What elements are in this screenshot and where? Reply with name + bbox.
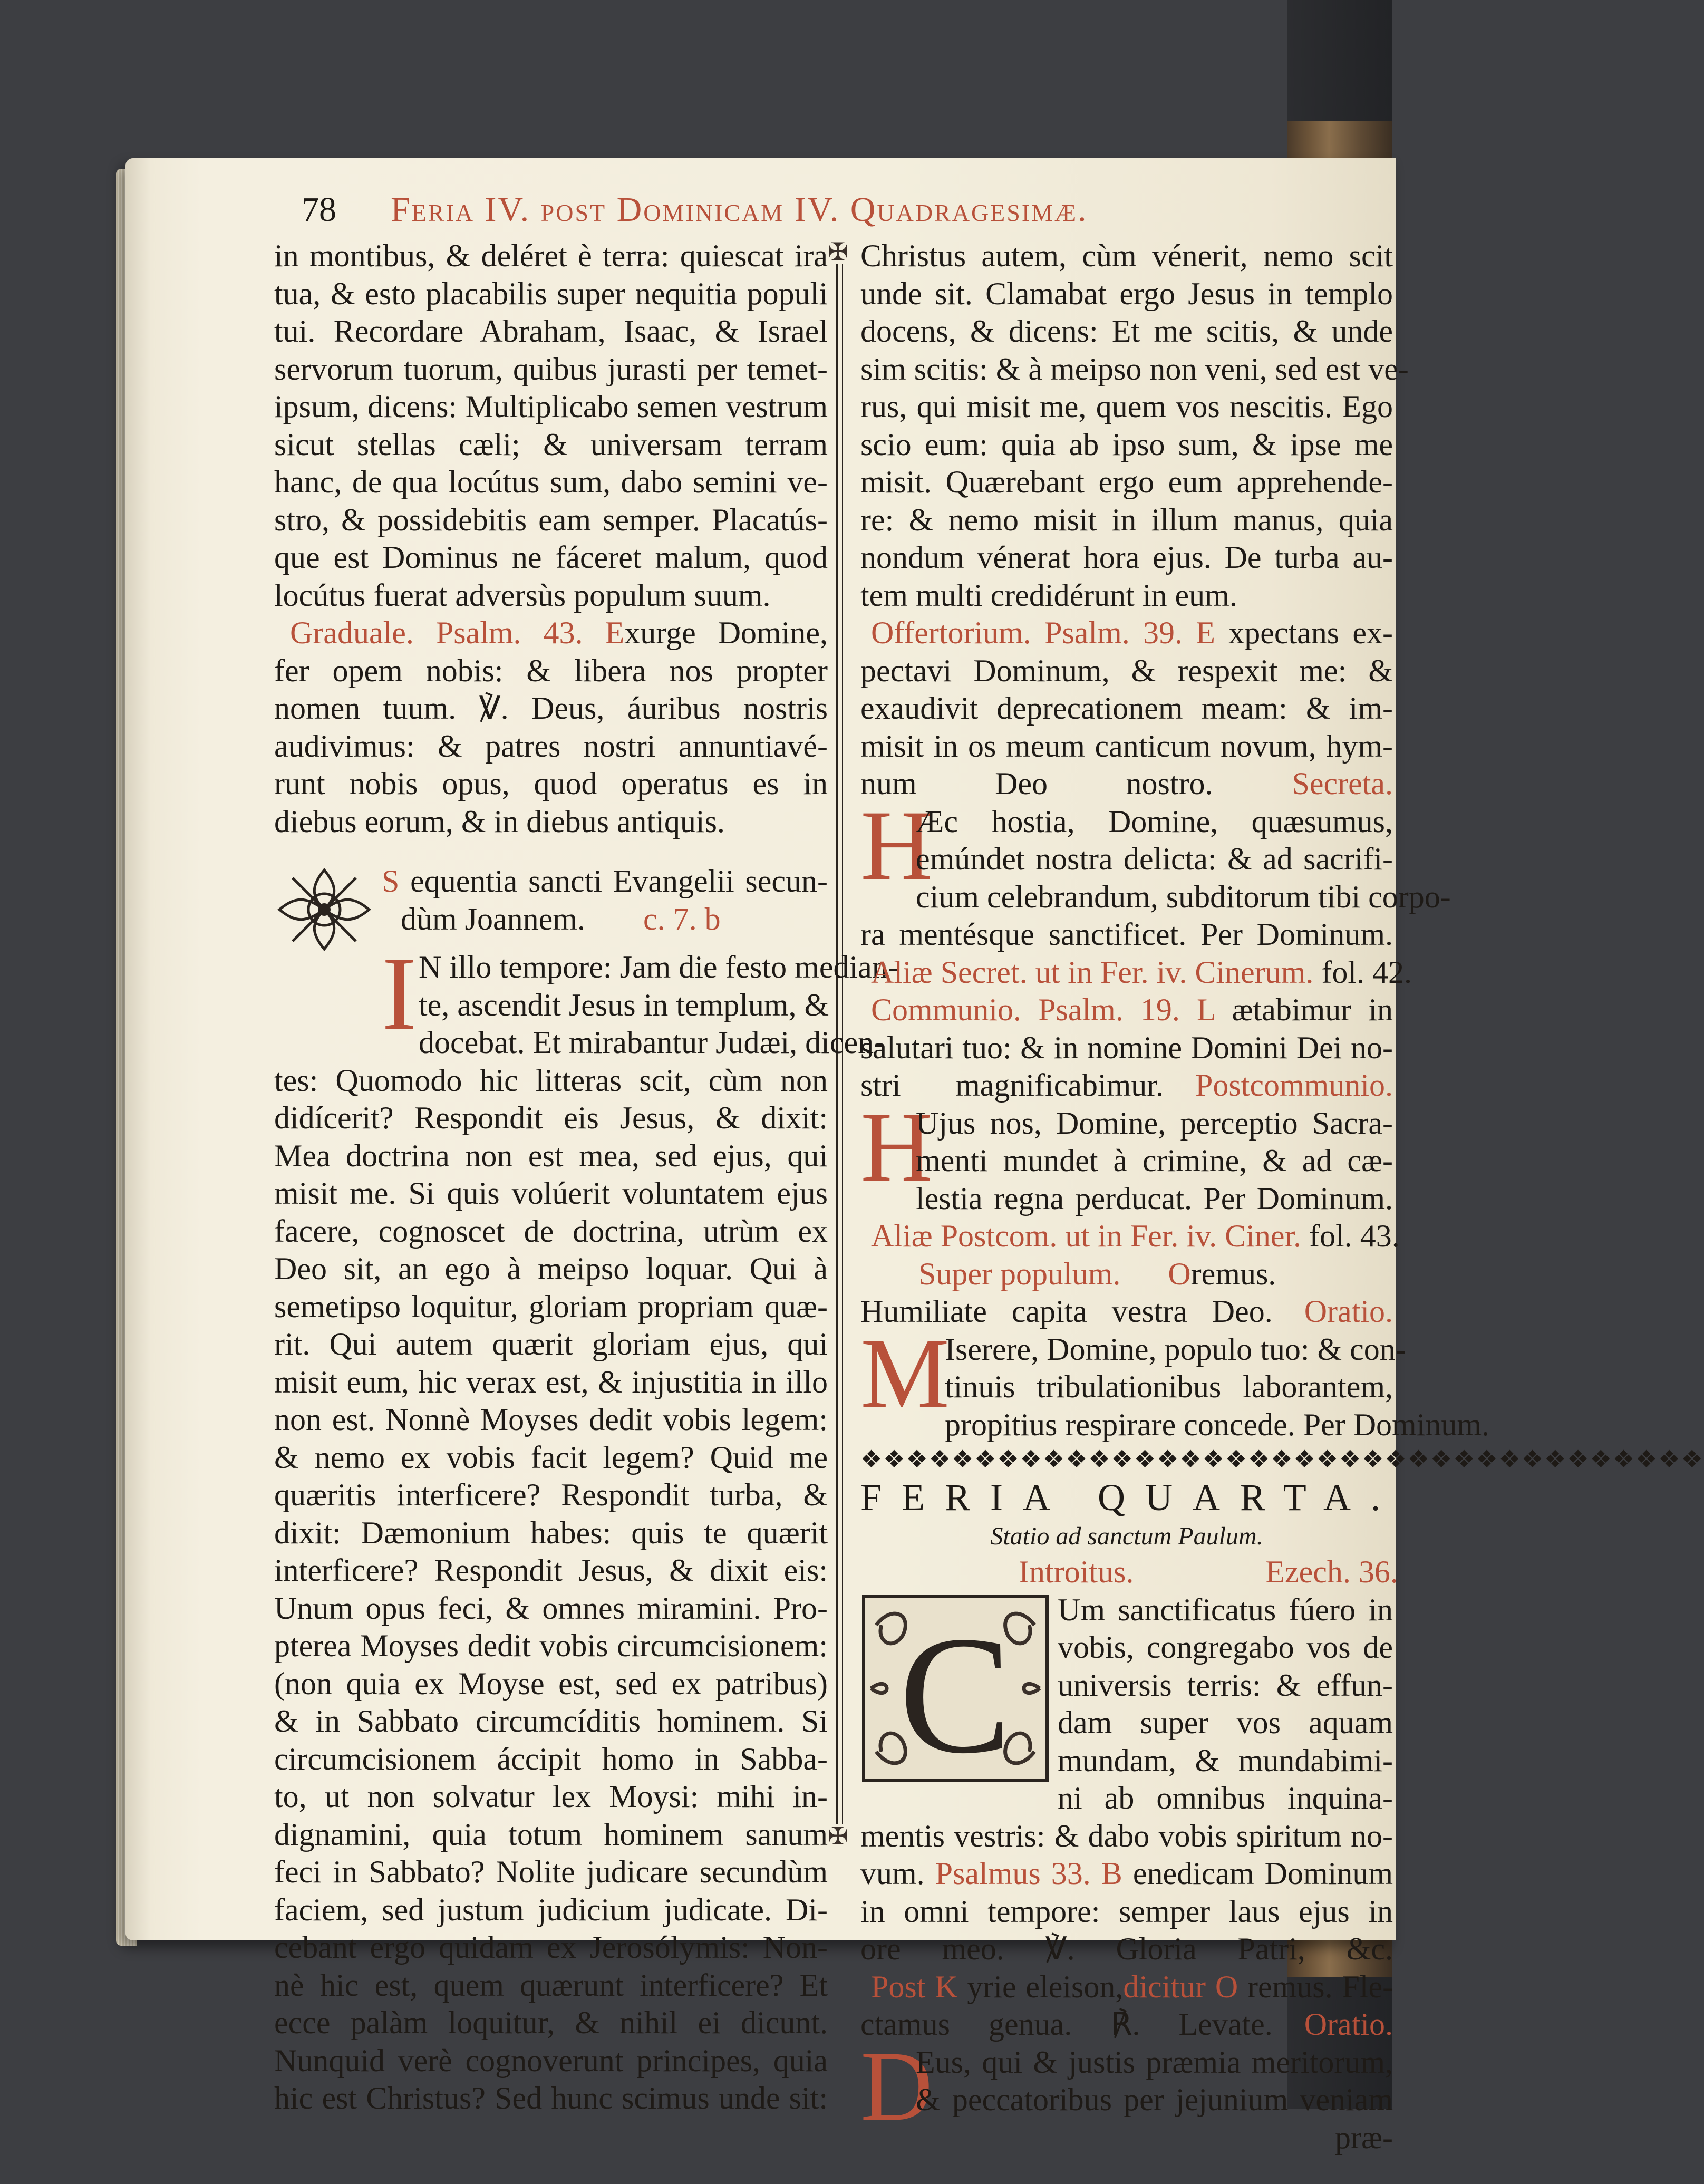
right-column [860,237,1704,2157]
text-line: menti mundet à crimine, & ad cæ- [916,1143,1393,1178]
text-line: ore meo. ℣. Gloria Patri, &c. [860,1931,1393,1966]
text-line: tinuis tribulationibus laborantem, [945,1369,1393,1404]
text-line: universis terris: & effun- [1058,1667,1393,1703]
secreta-text [860,878,1451,954]
graduale-text [274,652,828,841]
communio-first-line: Communio. Psalm. 19. L ætabimur in [871,992,1393,1027]
text-line: nè hic est, quem quærunt interficere? Et [274,1967,828,2003]
text-line: cebant ergo quidam ex Jerosólymis: Non- [274,1930,828,1965]
text-line: tua, & esto placabilis super nequitia populi [274,276,828,311]
text-line: tes: Quomodo hic litteras scit, cùm non [274,1062,828,1098]
text-line: misit eum, hic verax est, & injustitia in illo [274,1364,828,1399]
text-line: to, ut non solvatur lex Moysi: mihi in- [274,1779,828,1814]
decorated-initial-C-icon [860,1593,1050,1789]
text-line: misit me. Si quis volúerit voluntatem ejus [274,1176,828,1211]
text-line: feci in Sabbato? Nolite judicare secundùm [274,1854,828,1889]
text-line: emúndet nostra delicta: & ad sacrifi- [916,842,1393,876]
aliae-postcom: Aliæ Postcom. ut in Fer. iv. Ciner. fol. 43. [871,1219,1400,1253]
text-line: diebus eorum, & in diebus antiquis. [274,804,725,839]
super-populum: Super populum. Oremus. [918,1256,1276,1291]
text-line: propitius respirare concede. Per Dominum. [945,1407,1490,1442]
column-ornament-bottom: ✠ [828,1823,848,1850]
introitus-text [860,1818,1393,1856]
text-line: stro, & possidebitis eam semper. Placatús- [274,502,828,537]
text-line: Iserere, Domine, populo tuo: & con- [945,1331,1406,1367]
text-line: ni ab omnibus inquina- [1058,1781,1393,1815]
text-line: semetipso loquitur, gloriam propriam quæ- [274,1289,828,1324]
text-line: docens, & dicens: Et me scitis, & unde [860,314,1393,349]
text-line: pterea Moyses dedit vobis circumcisionem: [274,1628,828,1663]
evangelium-heading [274,863,828,938]
text-line: mentis vestris: & dabo vobis spiritum no- [860,1818,1393,1853]
text-line: que est Dominus ne fáceret malum, quod [274,540,828,575]
text-line: & nemo ex vobis facit legem? Quid me [274,1439,828,1475]
right-gospel-text [860,237,1409,614]
offertorium-text [860,652,1393,766]
text-line: in omni tempore: semper laus ejus in [860,1893,1393,1929]
text-line: fer opem nobis: & libera nos propter [274,653,828,688]
text-line: Eus, qui & justis præmia meritorum, [916,2044,1393,2080]
left-intro-text [274,237,828,614]
evangelium-line-2: dùm Joannem. c. 7. b [401,901,721,936]
floral-ornament-icon [274,865,374,954]
text-line: & peccatoribus per jejunium veniam [916,2082,1393,2117]
aliae-secret: Aliæ Secret. ut in Fer. iv. Cinerum. fol. 42. [871,954,1412,990]
text-line: tui. Recordare Abraham, Isaac, & Israel [274,314,828,349]
text-line: in montibus, & deléret è terra: quiescat ira [274,238,828,273]
text-line: didícerit? Respondit eis Jesus, & dixit: [274,1100,828,1135]
text-line: N illo tempore: Jam die festo median- [419,950,898,984]
text-line: te, ascendit Jesus in templum, & [419,987,829,1022]
evangelium-body [274,935,898,1062]
text-line: interficere? Respondit Jesus, & dixit eis: [274,1553,828,1588]
text-line: scio eum: quia ab ipso sum, & ipse me [860,427,1393,462]
text-line: salutari tuo: & in nomine Domini Dei no- [860,1030,1393,1065]
text-line: exaudivit deprecationem meam: & im- [860,691,1393,726]
running-head [302,190,1088,230]
dropcap-I: I [382,935,417,1052]
text-line: lestia regna perducat. Per Dominum. [916,1181,1393,1216]
text-line: docebat. Et mirabantur Judæi, dicen- [419,1025,885,1060]
column-ornament-top: ✠ [828,238,848,265]
offertorium-last-line: num Deo nostro. Secreta. [860,766,1393,801]
statio-line: Statio ad sanctum Paulum. [990,1522,1263,1550]
text-line: Ujus nos, Domine, perceptio Sacra- [916,1105,1393,1141]
communio-last-line: stri magnificabimur. Postcommunio. [860,1068,1393,1103]
text-line: & in Sabbato circumcíditis hominem. Si [274,1704,828,1738]
offertorium-first-line: Offertorium. Psalm. 39. E xpectans ex- [871,615,1393,650]
text-line: faciem, sed justum judicium judicate. Di- [274,1892,828,1927]
postcommunio-text [860,1180,1393,1218]
text-line: hic est Christus? Sed hunc scimus unde sit: [274,2081,828,2115]
text-line: re: & nemo misit in illum manus, quia [860,502,1393,537]
text-line: vobis, congregabo vos de [1058,1630,1393,1665]
dropcap-M: M [860,1318,950,1429]
text-line: hanc, de qua locútus sum, dabo semini ve- [274,465,828,499]
text-line: (non quia ex Moyse est, sed ex patribus) [274,1666,828,1701]
text-line: Um sanctificatus fúero in [1058,1592,1393,1627]
text-line: Mea doctrina non est mea, sed ejus, qui [274,1138,828,1173]
text-line: dignamini, quia totum hominem sanum [274,1816,828,1852]
text-line: Nunquid verè cognoverunt principes, quia [274,2043,828,2078]
decorated-initial-letter: C [899,1601,1012,1789]
text-line: quæritis interficere? Respondit turba, & [274,1477,828,1512]
page-number: 78 [302,190,336,229]
text-line: unde sit. Clamabat ergo Jesus in templo [860,276,1393,311]
ornamental-divider: ❖❖❖❖❖❖❖❖❖❖❖❖❖❖❖❖❖❖❖❖❖❖❖❖❖❖❖❖❖❖❖❖❖❖❖❖❖ [860,1446,1704,1473]
text-line: dixit: Dæmonium habes: quis te quærit [274,1515,828,1550]
text-line: Christus autem, cùm vénerit, nemo scit [860,238,1393,273]
dropcap-H-2: H [860,1091,933,1203]
text-line: Æc hostia, Domine, quæsumus, [916,804,1393,839]
text-line: mundam, & mundabimi- [1058,1743,1393,1778]
text-line: sicut stellas cæli; & universam terram [274,427,828,462]
text-line: pectavi Dominum, & respexit me: & [860,653,1393,688]
text-line: runt nobis opus, quod operatus es in [274,766,828,801]
text-line: nondum vénerat hora ejus. De turba au- [860,540,1393,575]
text-line: nomen tuum. ℣. Deus, áuribus nostris [274,691,828,726]
text-line: facere, cognoscet de doctrina, utrùm ex [274,1213,828,1249]
flectamus-line: ctamus genua. ℟. Levate. Oratio. [860,2007,1393,2042]
introitus-body [860,1591,1393,1818]
text-line: ecce palàm loquitur, & nihil ei dicunt. [274,2005,828,2040]
dropcap-D: D [860,2031,933,2142]
dropcap-H: H [860,790,933,901]
text-line: rit. Qui autem quærit gloriam ejus, qui [274,1327,828,1361]
text-line: ra mentésque sanctificet. Per Dominum. [860,917,1393,952]
communio-text [860,1029,1393,1067]
text-line: misit in os meum canticum novum, hym- [860,728,1393,764]
psalmus-line: vum. Psalmus 33. B enedicam Dominum [860,1856,1393,1891]
text-line: servorum tuorum, quibus jurasti per temet- [274,351,828,386]
text-line: dam super vos aquam [1058,1705,1393,1740]
text-line: Unum opus feci, & omnes miramini. Pro- [274,1590,828,1626]
text-line: audivimus: & patres nostri annuntiavé- [274,728,828,764]
oratio2-body [860,2031,1393,2142]
text-line: cium celebrandum, subditorum tibi corpo- [916,879,1451,914]
text-line: non est. Nonnè Moyses dedit vobis legem: [274,1402,828,1437]
post-kyrie-line: Post K yrie eleison,dicitur O remus. Fle- [871,1969,1393,2004]
running-head-title: Feria IV. post Dominicam IV. Quadragesimæ. [391,190,1088,229]
text-line: ipsum, dicens: Multiplicabo semen vestrum [274,389,828,424]
introitus-text-2 [860,1893,1393,1968]
text-line: rus, qui misit me, quem vos nescitis. Ego [860,389,1393,424]
text-line: circumcisionem áccipit homo in Sabba- [274,1741,828,1776]
catchword: præ- [1335,2120,1393,2155]
introitus-heading: Introitus. Ezech. 36. [1019,1554,1398,1589]
left-column [274,237,898,2118]
humiliate-line: Humiliate capita vestra Deo. Oratio. [860,1294,1393,1329]
feria-quarta-title: FERIA QUARTA. [860,1476,1400,1519]
text-line: sim scitis: & à meipso non veni, sed est ve- [860,351,1409,386]
graduale-first-line: Graduale. Psalm. 43. Exurge Domine, [290,615,828,650]
text-line: locútus fuerat adversùs populum suum. [274,577,771,613]
text-line: misit. Quærebant ergo eum apprehende- [860,465,1393,499]
evangelium-text [274,1062,828,2118]
text-line: tem multi credidérunt in eum. [860,577,1237,613]
evangelium-line-1: S equentia sancti Evangelii secun- [382,864,828,898]
text-line: Deo sit, an ego à meipso loquar. Qui à [274,1251,828,1286]
